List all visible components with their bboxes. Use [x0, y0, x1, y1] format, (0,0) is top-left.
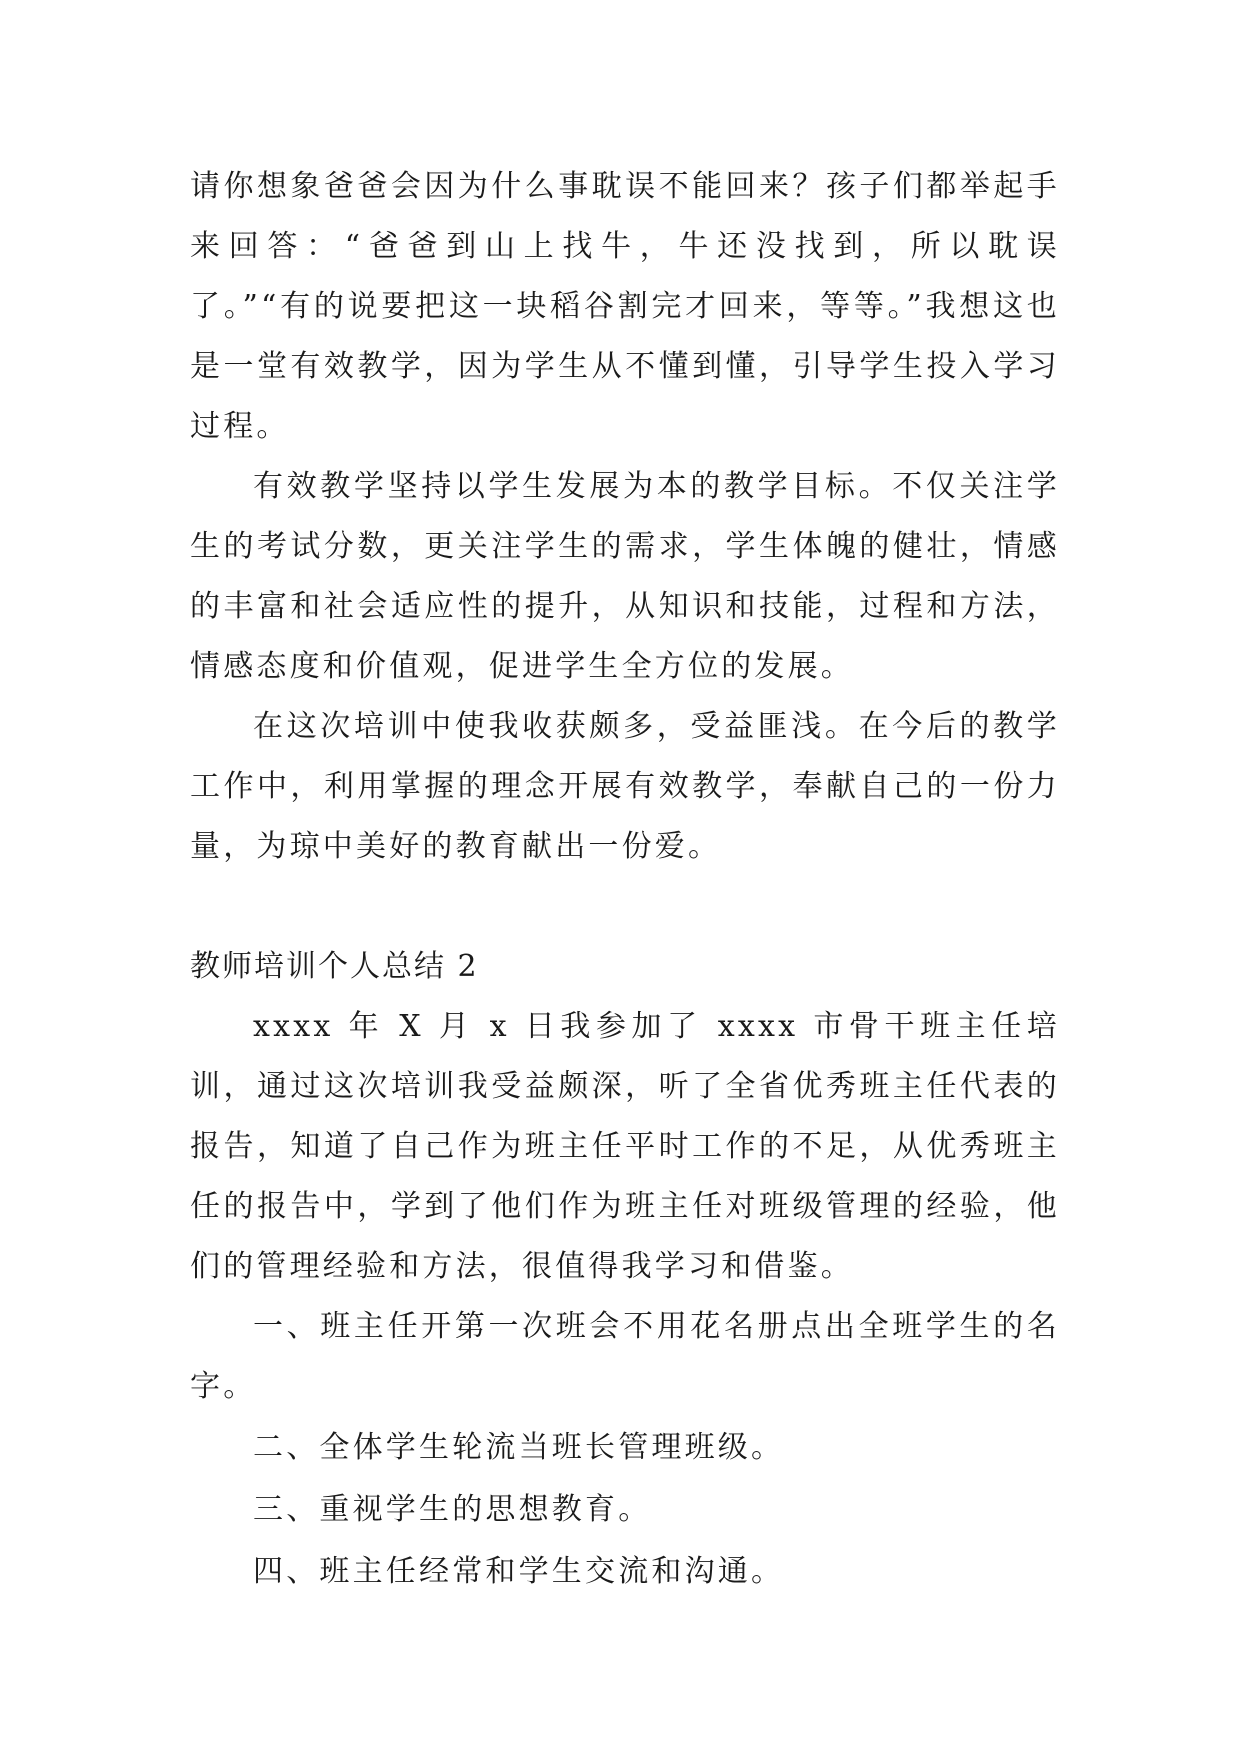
paragraph-2: 有效教学坚持以学生发展为本的教学目标。不仅关注学生的考试分数，更关注学生的需求，学生体魄的健壮，情感的丰富和社会适应性的提升，从知识和技能，过程和方法，情感态度和价值观，促进学生全方位的发展。	[190, 469, 1060, 684]
paragraph-3: 在这次培训中使我收获颇多，受益匪浅。在今后的教学工作中，利用掌握的理念开展有效教学，奉献自己的一份力量，为琼中美好的教育献出一份爱。	[190, 709, 1060, 864]
list-item: 三、重视学生的思想教育。	[253, 1492, 652, 1527]
section-title: 教师培训个人总结 2	[190, 949, 479, 984]
list-item: 四、班主任经常和学生交流和沟通。	[253, 1554, 785, 1589]
list-item: 二、全体学生轮流当班长管理班级。	[253, 1430, 785, 1465]
paragraph-5: 一、班主任开第一次班会不用花名册点出全班学生的名字。	[190, 1309, 1060, 1404]
paragraph-1: 请你想象爸爸会因为什么事耽误不能回来？孩子们都举起手来回答：“爸爸到山上找牛，牛还没找到，所以耽误了。”“有的说要把这一块稻谷割完才回来，等等。”我想这也是一堂有效教学，因为学生从不懂到懂，引导学生投入学习过程。	[190, 169, 1060, 444]
document-page	[190, 157, 1060, 1603]
paragraph-4: xxxx 年 X 月 x 日我参加了 xxxx 市骨干班主任培训，通过这次培训我受益颇深，听了全省优秀班主任代表的报告，知道了自己作为班主任平时工作的不足，从优秀班主任的报告中，学到了他们作为班主任对班级管理的经验，他们的管理经验和方法，很值得我学习和借鉴。	[190, 1009, 1060, 1284]
